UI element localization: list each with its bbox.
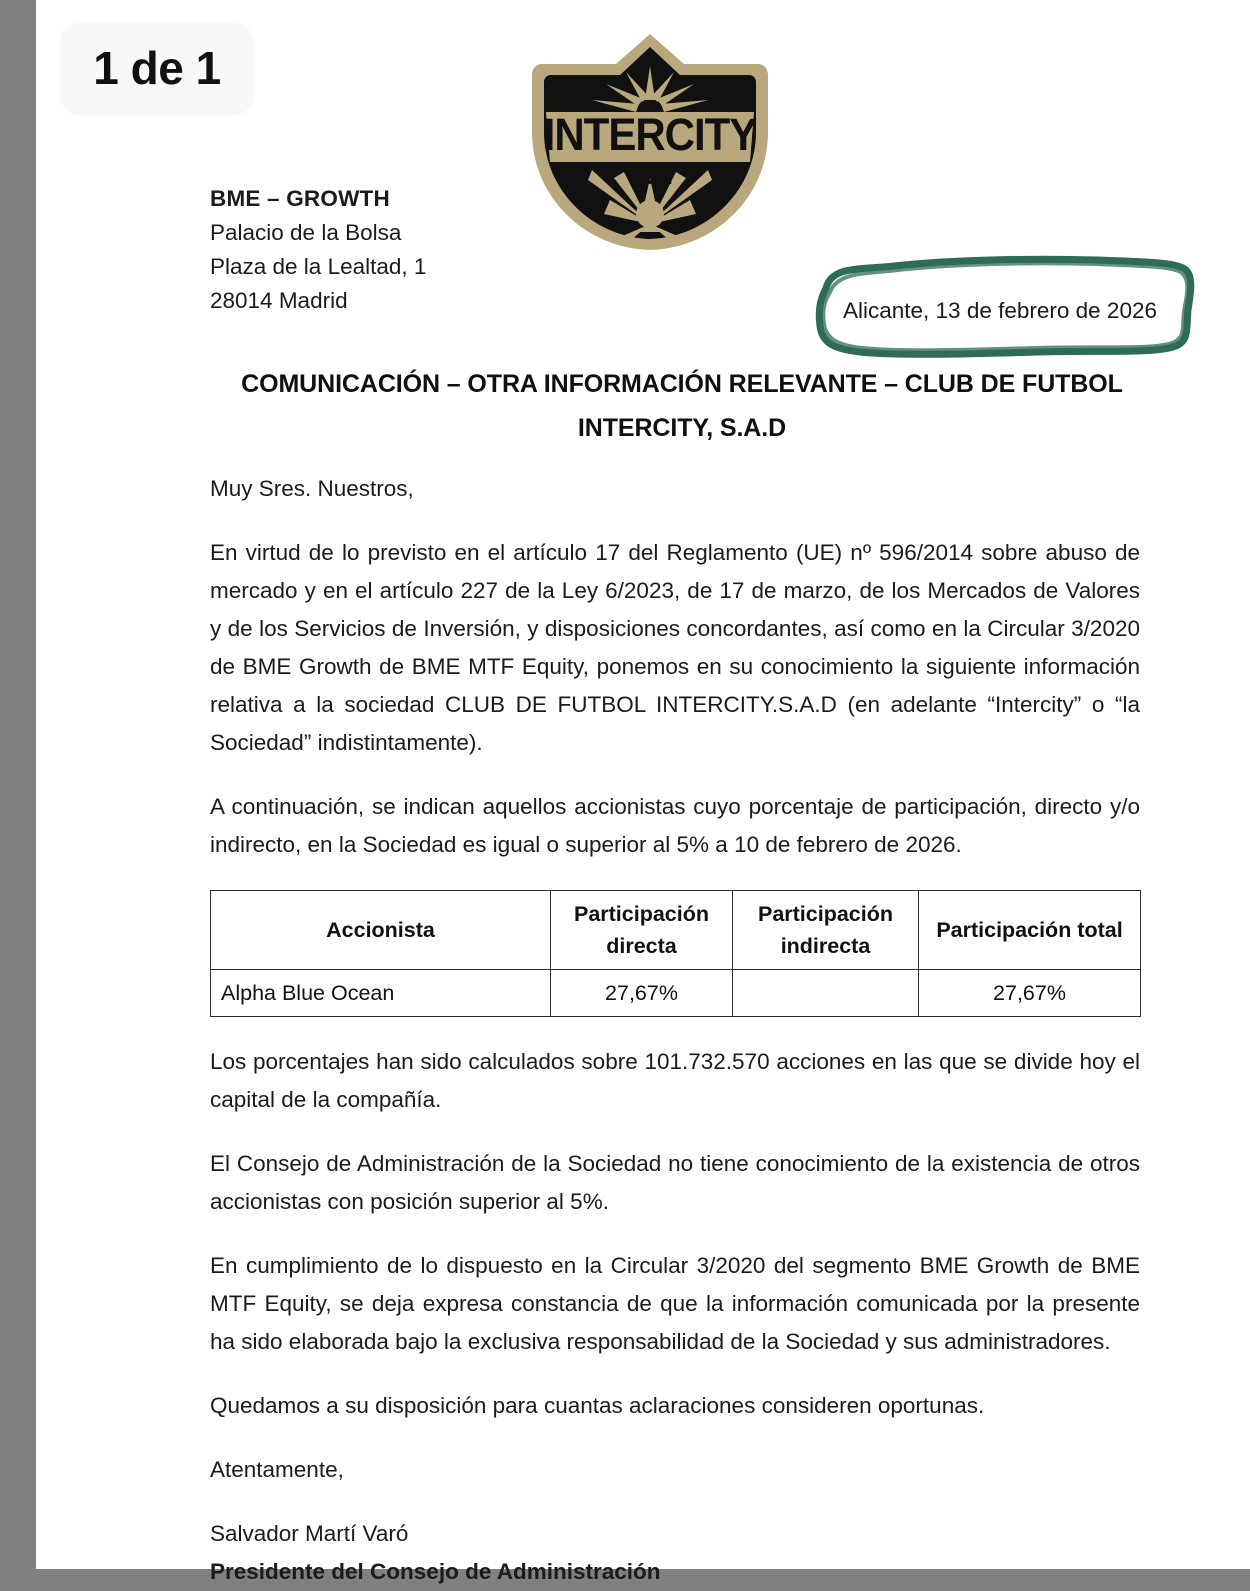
header-text-line-2: indirecta [780,934,871,958]
header-text-line-1: Participación total [936,918,1123,942]
recipient-line-1: Palacio de la Bolsa [210,220,402,245]
cell-participacion-indirecta [733,970,919,1017]
signer-role: Presidente del Consejo de Administración [210,1559,661,1584]
table-header-accionista [211,891,551,970]
recipient-line-2: Plaza de la Lealtad, 1 [210,254,427,279]
recipient-org: BME – GROWTH [210,186,390,211]
closing-salutation: Atentamente, [210,1457,344,1482]
paragraph-board-statement: El Consejo de Administración de la Sociedad no tiene conocimiento de la existencia de otros accionistas con posición superior al 5%. [210,1151,1140,1214]
paragraph-shareholder-intro: A continuación, se indican aquellos accionistas cuyo porcentaje de participación, directo y/o indirecto, en la Sociedad es igual o superior al 5% a 10 de febrero de 2026. [210,794,1140,857]
shareholder-table [210,890,1141,1017]
paragraph-legal-basis: En virtud de lo previsto en el artículo 17 del Reglamento (UE) nº 596/2014 sobre abuso de mercado y en el artículo 227 de la Ley 6/2023, de 17 de marzo, de los Mercados de Valores y de los Servicios de Inversión, y disposiciones concordantes, así como en la Circular 3/2020 de BME Growth de BME MTF Equity, ponemos en su conocimiento la siguiente información relativa a la sociedad CLUB DE FUTBOL INTERCITY.S.A.D (en adelante “Intercity” o “la Sociedad” indistintamente). [210,540,1140,755]
signer-name: Salvador Martí Varó [210,1521,409,1546]
cell-participacion-total: 27,67% [919,970,1141,1017]
table-row [211,970,1141,1017]
letter-date: Alicante, 13 de febrero de 2026 [843,298,1157,323]
page-counter-label: 1 de 1 [93,42,221,94]
svg-text:C.F.: C.F. [626,160,674,190]
table-header-participacion-indirecta [733,891,919,970]
page-counter-badge[interactable] [62,24,252,112]
document-title [210,362,1154,450]
paragraph-compliance: En cumplimiento de lo dispuesto en la Circular 3/2020 del segmento BME Growth de BME MTF Equity, se deja expresa constancia de que la información comunicada por la presente ha sido elaborada bajo la exclusiva responsabilidad de la Sociedad y sus administradores. [210,1253,1140,1354]
viewer-gutter [0,0,36,1569]
document-title-line-2: INTERCITY, S.A.D [577,414,787,442]
header-text-line-1: Accionista [326,918,435,942]
signature-block [210,1515,1140,1591]
table-header-participacion-directa [551,891,733,970]
document-title-line-1: COMUNICACIÓN – OTRA INFORMACIÓN RELEVANTE – CLUB DE FUTBOL [241,370,1123,398]
paragraph-share-count: Los porcentajes han sido calculados sobre 101.732.570 acciones en las que se divide hoy el capital de la compañía. [210,1049,1140,1112]
header-text-line-1: Participación [757,902,893,926]
cell-accionista: Alpha Blue Ocean [211,970,551,1017]
header-text-line-1: Participación [573,902,709,926]
salutation: Muy Sres. Nuestros, [210,476,414,501]
header-text-line-2: directa [606,934,677,958]
table-header-participacion-total [919,891,1141,970]
letter-body [210,470,1140,1591]
document-page [36,0,1250,1584]
recipient-line-3: 28014 Madrid [210,288,348,313]
cell-participacion-directa: 27,67% [551,970,733,1017]
date-annotation [798,248,1200,360]
table-header-row [211,891,1141,970]
svg-text:INTERCITY: INTERCITY [543,109,757,161]
paragraph-closing-offer: Quedamos a su disposición para cuantas aclaraciones consideren oportunas. [210,1393,985,1418]
recipient-address-block [210,182,630,318]
